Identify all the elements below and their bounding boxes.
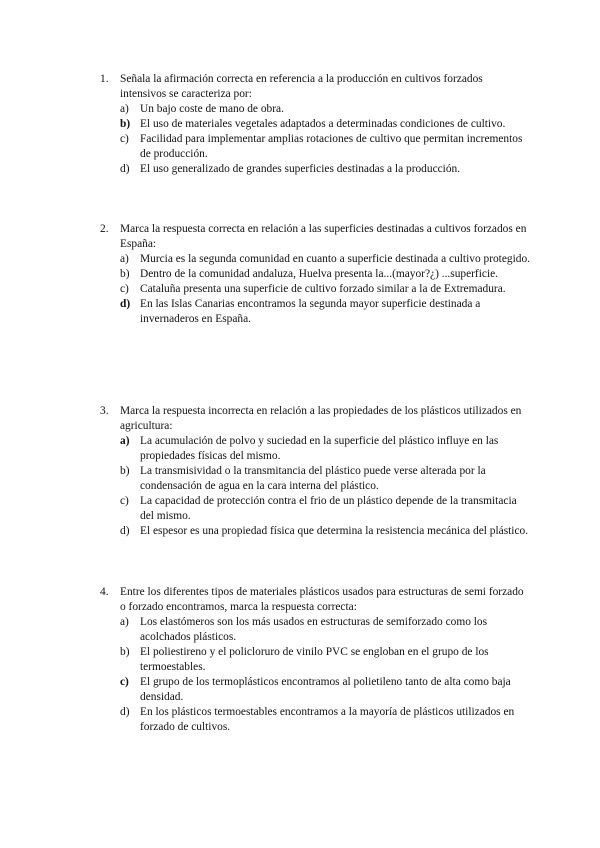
option-d — [100, 162, 530, 177]
option-text: Los elastómeros son los más usados en estructuras de semiforzado como los acolchados plásticos. — [140, 616, 488, 643]
option-letter: d) — [120, 298, 131, 310]
option-letter: a) — [120, 103, 129, 115]
option-text: Cataluña presenta una superficie de cultivo forzado similar a la de Extremadura. — [140, 283, 506, 295]
option-text: La transmisividad o la transmitancia del plástico puede verse alterada por la condensación de agua en la cara interna del plástico. — [140, 465, 486, 492]
options-list — [100, 615, 530, 735]
question-number: 2. — [100, 223, 109, 235]
option-letter: c) — [120, 676, 129, 688]
option-letter: d) — [120, 706, 130, 718]
option-b — [100, 267, 530, 282]
option-d — [100, 297, 530, 327]
question-text: Señala la afirmación correcta en referencia a la producción en cultivos forzados intensivos se caracteriza por: — [120, 73, 483, 100]
question-text: Entre los diferentes tipos de materiales plásticos usados para estructuras de semi forzado o forzado encontramos, marca la respuesta correcta: — [120, 586, 524, 613]
options-list — [100, 252, 530, 327]
options-list — [100, 434, 530, 539]
option-text: El grupo de los termoplásticos encontramos al polietileno tanto de alta como baja densidad. — [140, 676, 511, 703]
question-stem — [100, 72, 530, 102]
option-text: Dentro de la comunidad andaluza, Huelva presenta la...(mayor?¿) ...superficie. — [140, 268, 499, 280]
option-c — [100, 132, 530, 162]
option-a — [100, 615, 530, 645]
option-letter: a) — [120, 435, 130, 447]
options-list — [100, 102, 530, 177]
option-a — [100, 434, 530, 464]
option-text: En las Islas Canarias encontramos la segunda mayor superficie destinada a invernaderos en España. — [140, 298, 481, 325]
option-text: El uso generalizado de grandes superficies destinadas a la producción. — [140, 163, 461, 175]
option-letter: b) — [120, 646, 130, 658]
option-a — [100, 102, 530, 117]
option-text: Un bajo coste de mano de obra. — [140, 103, 284, 115]
option-text: En los plásticos termoestables encontramos a la mayoría de plásticos utilizados en forzado de cultivos. — [140, 706, 515, 733]
question-text: Marca la respuesta correcta en relación a las superficies destinadas a cultivos forzados en España: — [120, 223, 527, 250]
option-letter: c) — [120, 133, 129, 145]
option-c — [100, 282, 530, 297]
question-number: 4. — [100, 586, 109, 598]
option-d — [100, 705, 530, 735]
option-letter: a) — [120, 616, 129, 628]
option-letter: b) — [120, 465, 130, 477]
option-letter: d) — [120, 525, 130, 537]
option-letter: c) — [120, 283, 129, 295]
option-text: Facilidad para implementar amplias rotaciones de cultivo que permitan incrementos de producción. — [140, 133, 523, 160]
option-letter: b) — [120, 268, 130, 280]
question-4 — [100, 585, 530, 735]
option-letter: b) — [120, 118, 131, 130]
question-1 — [100, 72, 530, 177]
option-b — [100, 117, 530, 132]
question-stem — [100, 404, 530, 434]
option-c — [100, 494, 530, 524]
option-letter: a) — [120, 253, 129, 265]
option-text: La capacidad de protección contra el frio de un plástico depende de la transmitacia del mismo. — [140, 495, 517, 522]
question-stem — [100, 585, 530, 615]
question-3 — [100, 404, 530, 539]
question-stem — [100, 222, 530, 252]
option-text: El poliestireno y el policloruro de vinilo PVC se engloban en el grupo de los termoestables. — [140, 646, 489, 673]
option-text: Murcia es la segunda comunidad en cuanto a superficie destinada a cultivo protegido. — [140, 253, 530, 265]
option-text: El espesor es una propiedad física que determina la resistencia mecánica del plástico. — [140, 525, 529, 537]
question-text: Marca la respuesta incorrecta en relación a las propiedades de los plásticos utilizados en agricultura: — [120, 405, 522, 432]
option-letter: d) — [120, 163, 130, 175]
question-2 — [100, 222, 530, 327]
question-number: 1. — [100, 73, 109, 85]
option-text: La acumulación de polvo y suciedad en la superficie del plástico influye en las propiedades físicas del mismo. — [140, 435, 499, 462]
option-d — [100, 524, 530, 539]
option-letter: c) — [120, 495, 129, 507]
question-number: 3. — [100, 405, 109, 417]
option-b — [100, 645, 530, 675]
option-c — [100, 675, 530, 705]
option-text: El uso de materiales vegetales adaptados a determinadas condiciones de cultivo. — [140, 118, 506, 130]
option-b — [100, 464, 530, 494]
option-a — [100, 252, 530, 267]
